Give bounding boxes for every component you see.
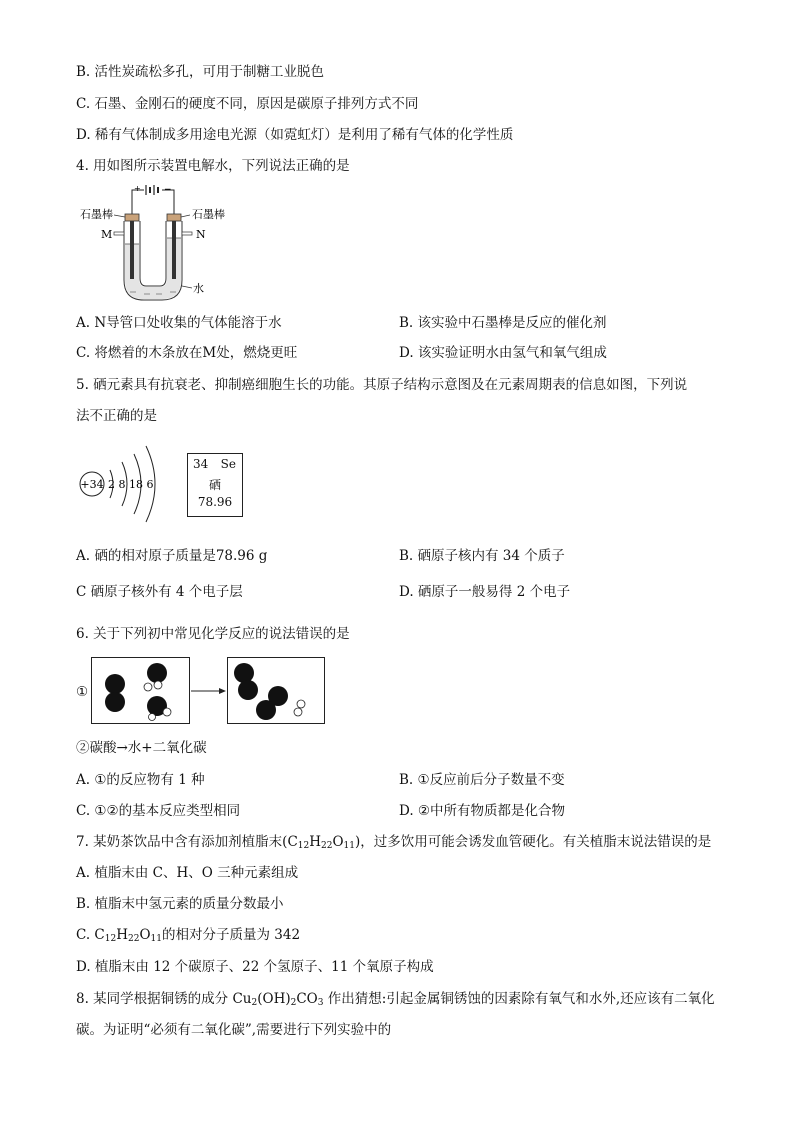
atomic-mass: 78.96 <box>197 495 233 509</box>
q4-option-d[interactable]: D. 该实验证明水由氢气和氧气组成 <box>399 345 607 361</box>
q6-option-d[interactable]: D. ②中所有物质都是化合物 <box>399 803 566 819</box>
selenium-atom-structure <box>76 440 172 524</box>
minus-sign: − <box>164 185 172 195</box>
q5-option-b[interactable]: B. 硒原子核内有 34 个质子 <box>399 548 565 564</box>
q6-stem: 6. 关于下列初中常见化学反应的说法错误的是 <box>76 626 350 642</box>
option-b-prev: B. 活性炭疏松多孔，可用于制糖工业脱色 <box>76 64 325 80</box>
element-card-se <box>187 453 243 517</box>
electrolysis-apparatus-figure <box>74 182 234 307</box>
atomic-number: 34 <box>193 457 209 471</box>
q5-stem-line1: 5. 硒元素具有抗衰老、抑制癌细胞生长的功能。其原子结构示意图及在元素周期表的信息如图，下列说 <box>76 377 688 393</box>
water-label: 水 <box>193 282 204 295</box>
right-rod-label: 石墨棒 <box>192 208 225 221</box>
electrolysis-diagram <box>74 182 234 307</box>
q7-option-a[interactable]: A. 植脂末由 C、H、O 三种元素组成 <box>76 865 299 881</box>
reaction1-label: ① <box>76 684 89 700</box>
q5-option-c[interactable]: C 硒原子核外有 4 个电子层 <box>76 584 243 600</box>
m-label: M <box>101 228 113 241</box>
q7-option-c[interactable]: C. $C_{12}H_{22}O_{11}$的相对分子质量为 342 <box>76 927 301 944</box>
electron-shells: 2 8 18 6 <box>108 478 154 491</box>
q6-option-b[interactable]: B. ①反应前后分子数量不变 <box>399 772 565 788</box>
element-symbol: Se <box>220 457 236 471</box>
q4-option-b[interactable]: B. 该实验中石墨棒是反应的催化剂 <box>399 315 607 331</box>
q7-option-d[interactable]: D. 植脂末由 12 个碳原子、22 个氢原子、11 个氧原子构成 <box>76 959 434 975</box>
reaction1-molecule-diagram <box>91 657 326 725</box>
q7-stem: 7. 某奶茶饮品中含有添加剂植脂末$(C_{12}H_{22}O_{11})$，过多饮用可能会诱发血管硬化。有关植脂末说法错误的是 <box>76 834 712 851</box>
q5-option-a[interactable]: A. 硒的相对原子质量是78.96 g <box>76 548 268 564</box>
q6-option-c[interactable]: C. ①②的基本反应类型相同 <box>76 803 241 819</box>
q7-option-b[interactable]: B. 植脂末中氢元素的质量分数最小 <box>76 896 284 912</box>
nucleus-charge: +34 <box>80 478 104 491</box>
option-c-prev: C. 石墨、金刚石的硬度不同，原因是碳原子排列方式不同 <box>76 96 419 112</box>
element-name: 硒 <box>208 478 221 492</box>
q4-option-c[interactable]: C. 将燃着的木条放在M处，燃烧更旺 <box>76 345 298 361</box>
q4-stem: 4. 用如图所示装置电解水，下列说法正确的是 <box>76 158 350 174</box>
q5-stem-line2: 法不正确的是 <box>76 408 157 424</box>
reaction2: ②碳酸→水+二氧化碳 <box>76 740 207 756</box>
n-label: N <box>196 228 206 241</box>
option-d-prev: D. 稀有气体制成多用途电光源（如霓虹灯）是利用了稀有气体的化学性质 <box>76 127 514 143</box>
q8-stem-line2: 碳。为证明“必须有二氧化碳”,需要进行下列实验中的 <box>76 1022 392 1038</box>
plus-sign: + <box>134 184 141 193</box>
q6-option-a[interactable]: A. ①的反应物有 1 种 <box>76 772 205 788</box>
left-rod-label: 石墨棒 <box>80 208 113 221</box>
q5-option-d[interactable]: D. 硒原子一般易得 2 个电子 <box>399 584 571 600</box>
q8-stem-line1: 8. 某同学根据铜锈的成分 $Cu_2(OH)_2CO_3$ 作出猜想:引起金属铜锈蚀的因素除有氧气和水外,还应该有二氧化 <box>76 991 715 1008</box>
q4-option-a[interactable]: A. N导管口处收集的气体能溶于水 <box>76 315 282 331</box>
